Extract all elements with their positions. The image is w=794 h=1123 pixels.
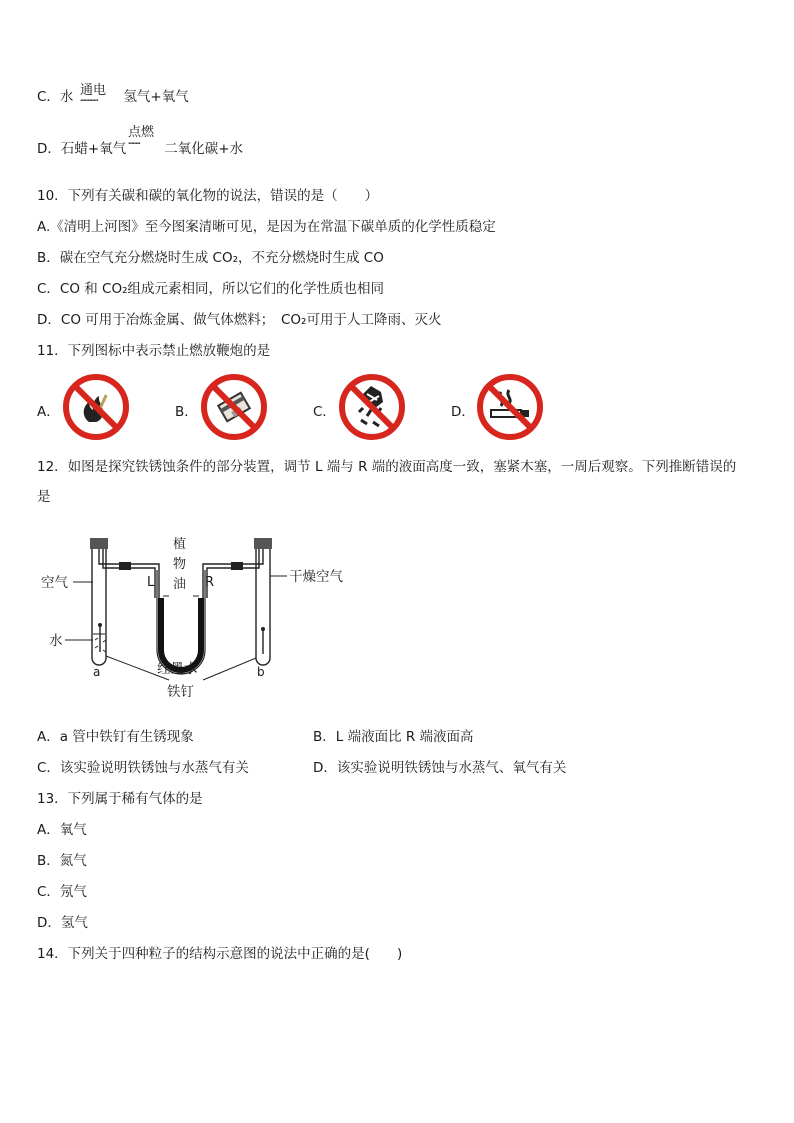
- q9-c-prefix: C．水: [37, 89, 74, 105]
- label-plant-oil-3: 油: [173, 577, 187, 592]
- q9-option-d: [37, 140, 243, 158]
- q12-option-b: B．L 端液面比 R 端液面高: [313, 729, 474, 745]
- red-ink-column: [161, 598, 201, 670]
- q11-label-b: B．: [175, 404, 198, 420]
- q11-label-d: D．: [451, 404, 475, 420]
- q12-stem-line2: 是: [37, 489, 51, 505]
- q10-option-d: D．CO 可用于冶炼金属、做气体燃料； CO₂可用于人工降雨、灭火: [37, 312, 442, 328]
- q12-option-a: A．a 管中铁钉有生锈现象: [37, 729, 194, 745]
- q9-c-arrow: ꞏꞏꞏꞏꞏꞏꞏꞏꞏꞏꞏꞏ: [80, 96, 98, 105]
- q13-option-c: C．氖气: [37, 884, 87, 900]
- q9-option-c: [37, 88, 189, 106]
- no-matches-sign-icon: [199, 372, 269, 442]
- q9-c-condition: 通电: [80, 83, 107, 98]
- no-smoking-sign-icon: [475, 372, 545, 442]
- label-red-ink: 红墨水: [157, 661, 198, 677]
- label-plant-oil-1: 植: [173, 537, 187, 552]
- label-air: 空气: [41, 575, 68, 591]
- q11-label-c: C．: [313, 404, 336, 420]
- cork-left: [90, 538, 108, 549]
- label-iron-nails: 铁钉: [167, 684, 194, 700]
- label-l-end: L: [147, 575, 155, 590]
- q9-d-prefix: D．石蜡+氧气: [37, 141, 127, 157]
- q12-stem-line1: 12．如图是探究铁锈蚀条件的部分装置，调节 L 端与 R 端的液面高度一致，塞紧木塞，一周后观察。下列推断错误的: [37, 459, 737, 475]
- no-firecrackers-sign-icon: [337, 372, 407, 442]
- label-tube-b: b: [257, 665, 265, 679]
- no-open-flame-sign-icon: [61, 372, 131, 442]
- q12-option-d: D．该实验说明铁锈蚀与水蒸气、氧气有关: [313, 760, 567, 776]
- label-r-end: R: [205, 575, 215, 590]
- q9-c-products: 氢气+氧气: [123, 89, 189, 105]
- cork-right: [254, 538, 272, 549]
- q9-d-products: 二氧化碳+水: [164, 141, 244, 157]
- q10-stem: 10．下列有关碳和碳的氧化物的说法，错误的是（ ）: [37, 188, 379, 204]
- q11-options: [37, 372, 597, 444]
- label-tube-a: a: [93, 665, 101, 679]
- q10-option-a: A.《清明上河图》至今图案清晰可见，是因为在常温下碳单质的化学性质稳定: [37, 219, 496, 235]
- q10-option-b: B．碳在空气充分燃烧时生成 CO₂，不充分燃烧时生成 CO: [37, 250, 384, 266]
- q11-label-a: A．: [37, 404, 60, 420]
- q14-stem: 14．下列关于四种粒子的结构示意图的说法中正确的是( ): [37, 946, 403, 962]
- q9-d-condition: 点燃: [128, 125, 155, 140]
- q13-option-a: A．氧气: [37, 822, 87, 838]
- label-water: 水: [49, 633, 63, 649]
- label-plant-oil-2: 物: [173, 557, 187, 572]
- label-dry-air: 干燥空气: [289, 569, 343, 585]
- q12-option-c: C．该实验说明铁锈蚀与水蒸气有关: [37, 760, 249, 776]
- q13-stem: 13．下列属于稀有气体的是: [37, 791, 203, 807]
- rust-experiment-diagram: [37, 530, 367, 705]
- test-tube-a: [92, 549, 106, 665]
- q13-option-b: B．氮气: [37, 853, 87, 869]
- q10-option-c: C．CO 和 CO₂组成元素相同，所以它们的化学性质也相同: [37, 281, 385, 297]
- q13-option-d: D．氢气: [37, 915, 88, 931]
- q11-stem: 11．下列图标中表示禁止燃放鞭炮的是: [37, 343, 271, 359]
- q9-d-arrow: ꞏꞏꞏꞏꞏꞏꞏꞏ: [128, 139, 140, 148]
